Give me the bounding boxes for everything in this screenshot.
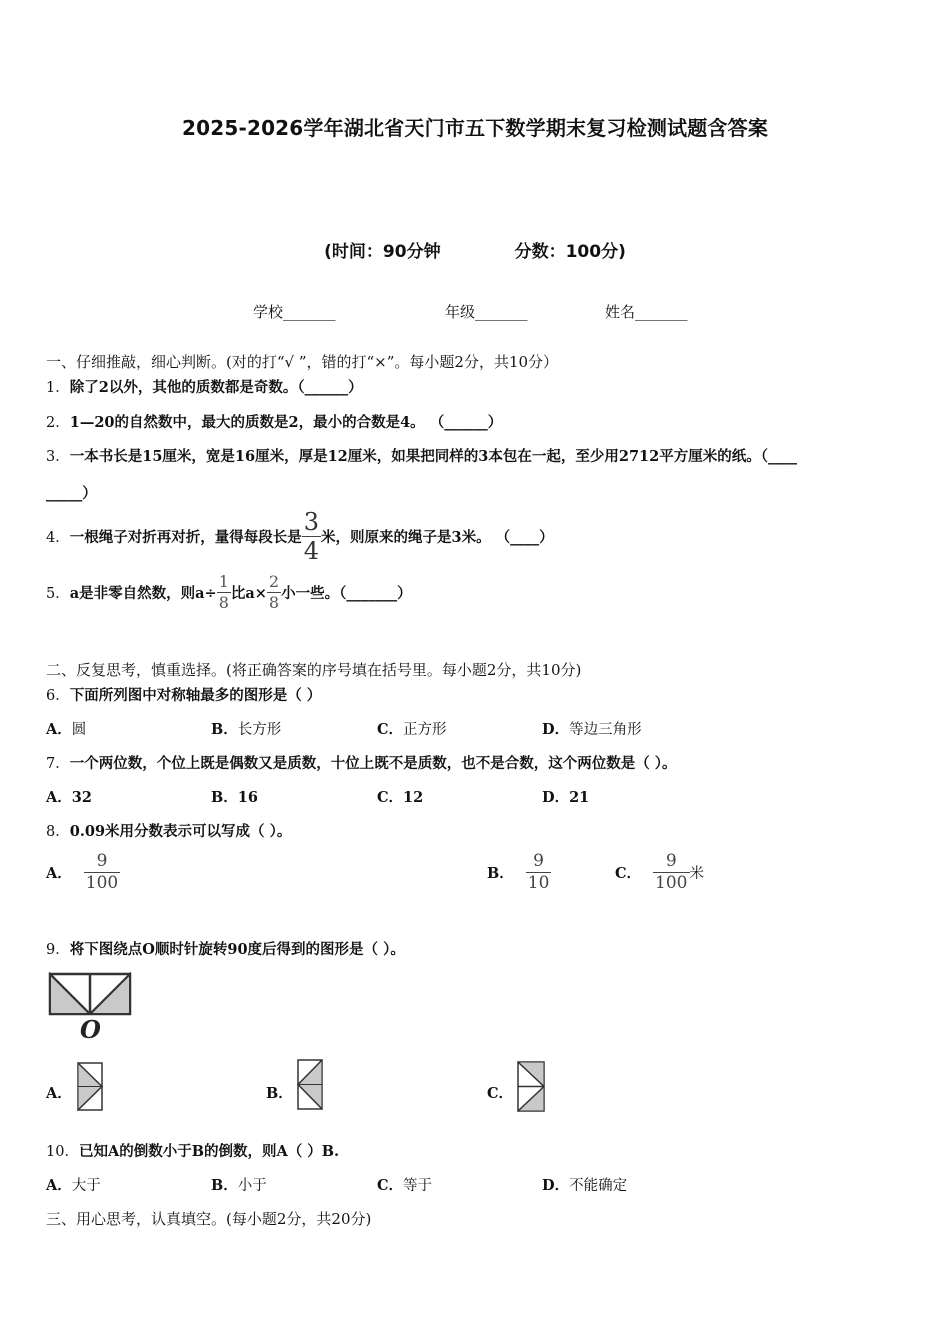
question-3-continued: _____） — [46, 485, 97, 502]
q9-option-a-label[interactable]: A． — [46, 1085, 72, 1102]
point-o-label: O — [80, 1015, 101, 1042]
q10-option-b[interactable]: B．小于 — [211, 1177, 267, 1194]
school-field[interactable]: 学校_______ — [253, 303, 336, 321]
question-number: 10． — [46, 1144, 79, 1160]
question-number: 5． — [46, 586, 70, 602]
question-text: 一本书长是15厘米，宽是16厘米，厚是12厘米，如果把同样的3本包在一起，至少用2712平方厘米的纸。（____ — [69, 448, 797, 465]
section-1-heading: 一、仔细推敲，细心判断。(对的打“√ ”，错的打“×”。每小题2分，共10分） — [46, 353, 559, 371]
question-text: 下面所列图中对称轴最多的图形是（ ） — [69, 687, 322, 704]
question-2 — [46, 411, 502, 432]
question-number: 7． — [46, 756, 70, 772]
question-text: 一根绳子对折再对折，量得每段长是 — [69, 529, 302, 546]
question-8 — [46, 820, 291, 841]
fraction-9-10: $\frac{9}{10}$ — [527, 851, 550, 893]
q6-option-d[interactable]: D．等边三角形 — [542, 721, 642, 738]
q8-option-b[interactable]: B． $\frac{9}{10}$ — [487, 851, 550, 893]
q9-option-b-label[interactable]: B． — [266, 1085, 293, 1102]
section-2-heading: 二、反复思考，慎重选择。(将正确答案的序号填在括号里。每小题2分，共10分) — [46, 661, 582, 679]
q10-option-c[interactable]: C．等于 — [377, 1177, 433, 1194]
question-number: 3． — [46, 449, 70, 465]
q9-option-b-figure[interactable] — [296, 1059, 324, 1111]
q9-option-c-figure[interactable] — [516, 1061, 546, 1113]
question-text: 已知A的倒数小于B的倒数，则A（ ）B. — [78, 1143, 340, 1160]
question-number: 2． — [46, 415, 70, 431]
question-text: 将下图绕点O顺时针旋转90度后得到的图形是（ ）。 — [69, 941, 405, 958]
fraction-9-100-meters: $\frac{9}{100}$ — [655, 851, 688, 893]
question-10 — [46, 1140, 339, 1161]
q7-option-c[interactable]: C．12 — [377, 789, 424, 806]
page-title: 2025-2026学年湖北省天门市五下数学期末复习检测试题含答案 — [181, 116, 769, 140]
question-number: 6． — [46, 688, 70, 704]
question-text-end: 小一些。（_______） — [281, 585, 412, 602]
q9-option-a-figure[interactable] — [76, 1062, 104, 1112]
time-limit: (时间：90分钟 — [324, 242, 441, 262]
question-text: 除了2以外，其他的质数都是奇数。（______） — [69, 379, 363, 396]
fraction-two-eighths: $\frac{2}{8}$ — [268, 572, 280, 612]
fraction-three-quarters: $\frac{3}{4}$ — [303, 508, 320, 565]
question-text: 一个两位数，个位上既是偶数又是质数，十位上既不是质数，也不是合数，这个两位数是（ ）。 — [69, 755, 677, 772]
question-9 — [46, 938, 405, 959]
q9-option-c-label[interactable]: C． — [487, 1085, 514, 1102]
question-text: 1—20的自然数中，最大的质数是2，最小的合数是4。 （______） — [69, 414, 503, 431]
q10-option-a[interactable]: A．大于 — [46, 1177, 101, 1194]
question-number: 8． — [46, 824, 70, 840]
question-3 — [46, 445, 797, 466]
fraction-9-100: $\frac{9}{100}$ — [85, 851, 119, 893]
q7-option-b[interactable]: B．16 — [211, 789, 258, 806]
q7-option-d[interactable]: D．21 — [542, 789, 590, 806]
fraction-one-eighth: $\frac{1}{8}$ — [218, 572, 229, 612]
question-text-mid: 比a× — [230, 585, 267, 602]
question-text: 0.09米用分数表示可以写成（ ）。 — [69, 823, 292, 840]
question-number: 4． — [46, 530, 70, 546]
grade-field[interactable]: 年级_______ — [445, 303, 528, 321]
question-number: 1． — [46, 380, 70, 396]
question-5 — [46, 574, 412, 611]
q6-option-a[interactable]: A．圆 — [46, 721, 87, 738]
q7-option-a[interactable]: A．32 — [46, 789, 92, 806]
q10-option-d[interactable]: D．不能确定 — [542, 1177, 628, 1194]
q6-option-b[interactable]: B．长方形 — [211, 721, 282, 738]
section-3-heading: 三、用心思考，认真填空。(每小题2分，共20分) — [46, 1210, 372, 1228]
question-text-end: 米，则原来的绳子是3米。 （____） — [321, 529, 554, 546]
q8-option-a[interactable]: A． $\frac{9}{100}$ — [46, 851, 119, 893]
q6-option-c[interactable]: C．正方形 — [377, 721, 447, 738]
exam-meta — [0, 237, 950, 262]
question-4 — [46, 510, 554, 563]
question-6 — [46, 684, 321, 705]
total-score: 分数：100分) — [514, 242, 626, 262]
question-1 — [46, 376, 363, 397]
question-text: a是非零自然数，则a÷ — [69, 585, 217, 602]
name-field[interactable]: 姓名_______ — [605, 303, 688, 321]
q8-option-c[interactable]: C． $\frac{9}{100}$ 米 — [615, 851, 704, 893]
question-number: 9． — [46, 942, 70, 958]
question-7 — [46, 752, 677, 773]
rotation-source-figure — [48, 970, 134, 1042]
